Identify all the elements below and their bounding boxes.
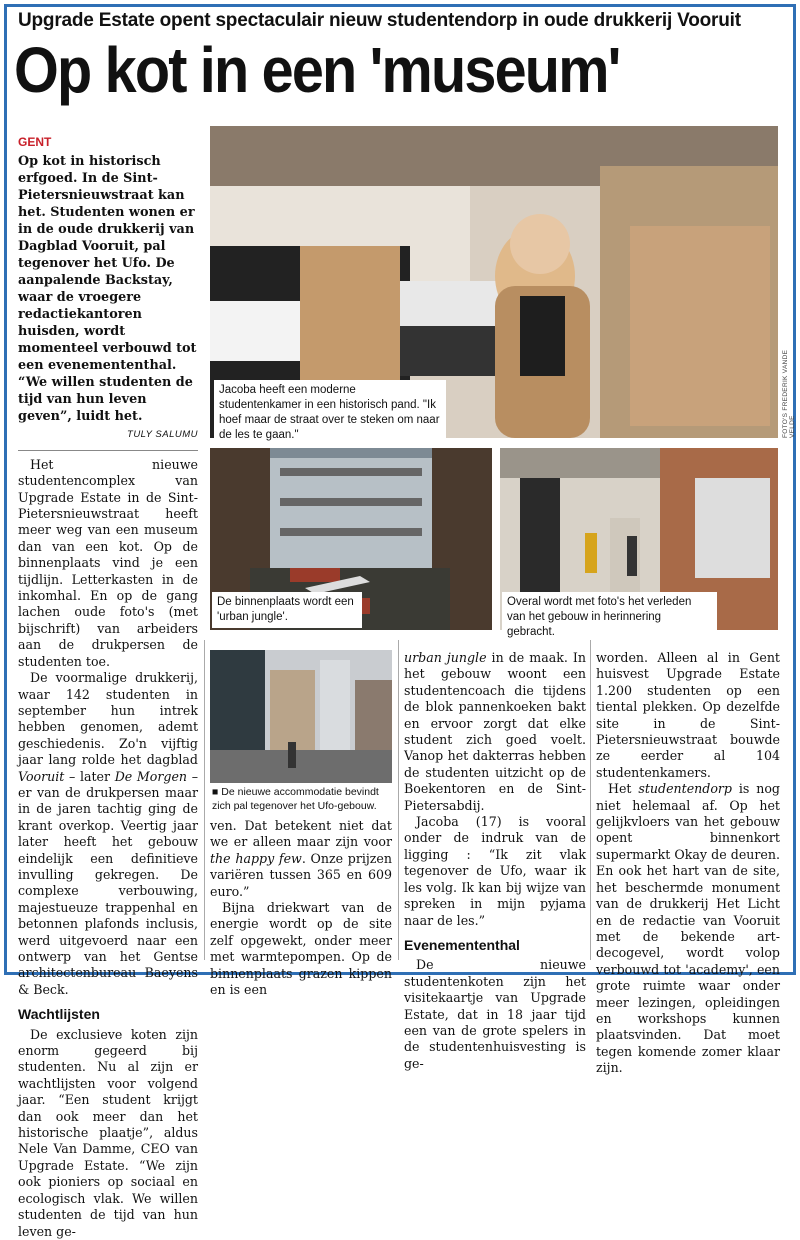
photo-street — [210, 650, 392, 783]
body-paragraph: Het nieuwe studentencomplex van Upgrade Estate in de Sint-Pietersnieuwstraat heeft meer weg van een museum dan van een kot. Op de binnenplaats vind je een tijdlijn. Letterkasten in de inkomhal. En op de gang lachen oude foto's (met bijschrift) van arbeiders aan de drukpersen de studenten toe. — [18, 456, 198, 669]
body-paragraph: ven. Dat betekent niet dat we er alleen maar zijn voor the happy few. Onze prijzen variëren tussen 365 en 609 euro.” — [210, 818, 392, 899]
column-1 — [18, 134, 198, 1240]
dateline: GENT — [18, 135, 52, 149]
column-divider — [590, 640, 591, 960]
caption-corridor: Overal wordt met foto's het verleden van het gebouw in herinnering gebracht. — [502, 592, 717, 643]
body-paragraph: worden. Alleen al in Gent huisvest Upgrade Estate 1.200 studenten op een tiental plekken. Op dezelfde site in de Sint-Pietersnieuwstraat bouwde ze eerder al 104 studentenkamers. — [596, 650, 780, 780]
column-divider — [204, 640, 205, 960]
kicker: Upgrade Estate opent spectaculair nieuw studentendorp in oude drukkerij Vooruit — [18, 10, 741, 31]
bullet-icon: ■ — [212, 786, 219, 798]
lead-paragraph: Op kot in historisch erfgoed. In de Sint-Pietersnieuwstraat kan het. Studenten wonen er in de oude drukkerij van Dagblad Vooruit, pal tegenover het Ufo. De aanpalende Backstay, waar de vroegere redactiekantoren huisden, wordt momenteel verbouwd tot een evenemententhal. “We willen studenten de tijd van hun leven geven”, luidt het. — [18, 154, 197, 425]
body-paragraph: Jacoba (17) is vooral onder de indruk van de ligging : “Ik zit vlak tegenover de Ufo, waar ik les volg. Ik kan bij wijze van spreken in mijn pyjama naar de les.” — [404, 814, 586, 928]
body-paragraph: De voormalige drukkerij, waar 142 studenten in september hun intrek hebben genomen, ademt geschiedenis. Zo'n vijftig jaar lang rolde het dagblad Vooruit – later De Morgen – er van de drukpersen maar in de jaren tachtig ging de krant overkop. Veertig jaar later heeft het gebouw eindelijk een definitieve invulling gekregen. De complexe verbouwing, majestueuze trappenhal en betonnen plafonds inclusis, werd uitgevoerd naar een ontwerp van het Gentse architectenbureau Baeyens & Beck. — [18, 670, 198, 997]
body-paragraph: De nieuwe studentenkoten zijn het visitekaartje van Upgrade Estate, dat in 18 jaar tijd een van de grote spelers in de studentenhuisvesting is ge- — [404, 957, 586, 1071]
column-2 — [210, 818, 392, 998]
column-4 — [596, 650, 780, 1077]
headline: Op kot in een 'museum' — [14, 34, 620, 106]
caption-courtyard: De binnenplaats wordt een 'urban jungle'. — [212, 592, 362, 628]
byline: TULY SALUMU — [127, 429, 198, 441]
body-paragraph: De exclusieve koten zijn enorm gegeerd bij studenten. Nu al zijn er wachtlijsten voor volgend jaar. “Een student krijgt dan ook meer dan het historische plaatje”, aldus Nele Van Damme, CEO van Upgrade Estate. “We zijn ook pioniers op sociaal en ecologisch vlak. We willen studenten de tijd van hun leven ge- — [18, 1026, 198, 1239]
body-paragraph: urban jungle in de maak. In het gebouw woont een studentencoach die tijdens de blok pannenkoeken bakt en ervoor zorgt dat elke student zich goed voelt. Vanop het dakterras hebben de studenten uitzicht op de Boekentoren en de Sint-Pietersabdij. — [404, 650, 586, 813]
column-3 — [404, 650, 586, 1072]
divider — [18, 450, 198, 451]
body-paragraph: Bijna driekwart van de energie wordt op de site zelf opgewekt, onder meer met warmtepompen. Op de binnenplaats grazen kippen en is een — [210, 900, 392, 998]
caption-main: Jacoba heeft een moderne studentenkamer in een historisch pand. "Ik hoef maar de straat over te steken om naar de les te gaan." — [214, 380, 446, 446]
subhead-wachtlijsten: Wachtlijsten — [18, 1006, 100, 1023]
column-divider — [398, 640, 399, 960]
caption-street: ■ De nieuwe accommodatie bevindt zich pal tegenover het Ufo-gebouw. — [212, 786, 379, 812]
subhead-evenemententhal: Evenemententhal — [404, 936, 520, 953]
body-paragraph: Het studentendorp is nog niet helemaal af. Op het gelijkvloers van het gebouw opent binnenkort supermarkt Okay de deuren. En ook het hart van de site, het beschermde monument van de drukkerij Het Licht en de redactie van Vooruit met de bekende art-decogevel, wordt volop verbouwd tot 'academy', een grote ruimte waar onder meer lezingen, opleidingen en workshops kunnen plaatsvinden. Dat moet tegen komende zomer klaar zijn. — [596, 781, 780, 1076]
photo-credit: FOTO'S FREDERIK VANDE VELDE — [782, 349, 796, 438]
